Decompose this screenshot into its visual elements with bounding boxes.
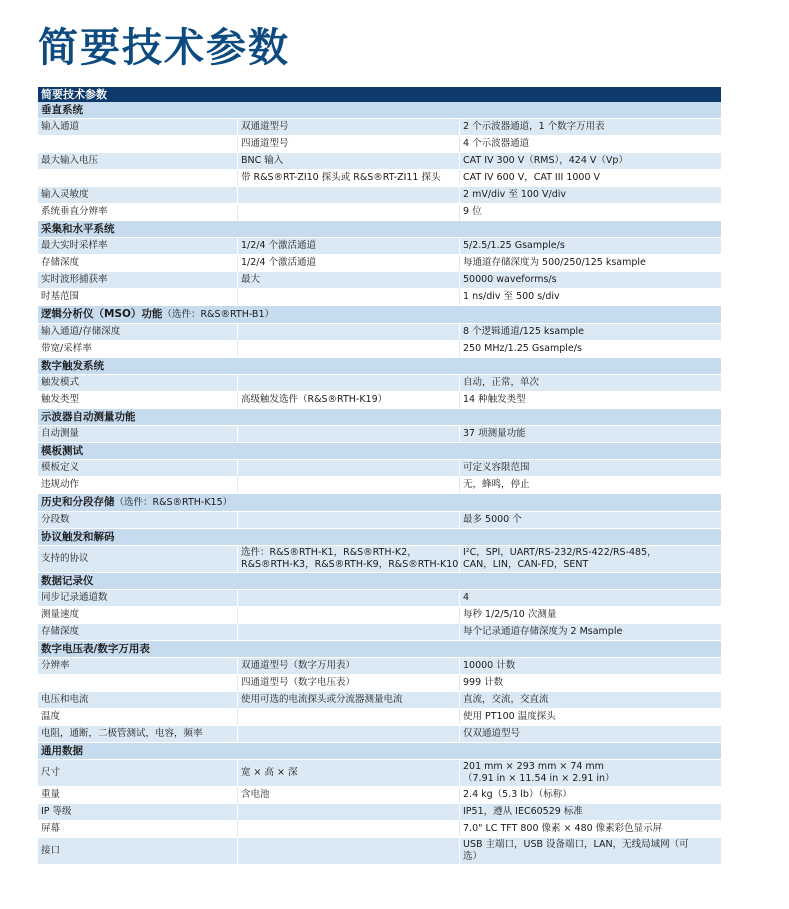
table-row <box>38 238 721 255</box>
table-row <box>38 590 721 607</box>
value-cell: 仅双通道型号 <box>459 726 721 742</box>
section-header <box>38 102 721 119</box>
value-cell: 最多 5000 个 <box>459 512 721 528</box>
condition-cell <box>237 726 459 742</box>
param-name-cell: 时基范围 <box>41 291 80 302</box>
section-header <box>38 409 721 426</box>
value-cell: 无，蜂鸣，停止 <box>459 477 721 493</box>
table-row <box>38 392 721 409</box>
table-row <box>38 460 721 477</box>
table-row <box>38 624 721 641</box>
value-cell: 自动，正常，单次 <box>459 375 721 391</box>
condition-cell: 使用可选的电流探头或分流器测量电流 <box>237 692 459 708</box>
param-name-cell: 尺寸 <box>41 767 61 778</box>
param-name-cell: 带宽/采样率 <box>41 343 92 354</box>
param-name-cell: IP 等级 <box>41 806 72 817</box>
section-label: 数字触发系统 <box>41 360 104 372</box>
page-title: 简要技术参数 <box>38 25 290 71</box>
param-name-cell: 电阻，通断，二极管测试，电容，频率 <box>41 728 203 739</box>
table-row <box>38 341 721 358</box>
table-row <box>38 607 721 624</box>
value-cell: 4 个示波器通道 <box>459 136 721 152</box>
value-cell: 5/2.5/1.25 Gsample/s <box>459 238 721 254</box>
condition-cell <box>237 804 459 820</box>
table-row <box>38 187 721 204</box>
param-name-cell: 输入通道/存储深度 <box>41 326 121 337</box>
section-header <box>38 641 721 658</box>
param-name-cell: 存储深度 <box>41 626 80 637</box>
section-header <box>38 306 721 324</box>
param-name-cell <box>38 136 237 152</box>
condition-cell <box>237 375 459 391</box>
value-cell: 14 种触发类型 <box>459 392 721 408</box>
value-cell: 每个记录通道存储深度为 2 Msample <box>459 624 721 640</box>
table-row <box>38 512 721 529</box>
section-note: （选件：R&S®RTH-B1） <box>162 309 274 320</box>
condition-cell <box>237 187 459 203</box>
condition-cell <box>237 709 459 725</box>
section-header <box>38 443 721 460</box>
param-name-cell: 最大输入电压 <box>41 155 99 166</box>
section-label: 协议触发和解码 <box>41 531 115 543</box>
value-cell: 7.0" LC TFT 800 像素 × 480 像素彩色显示屏 <box>459 821 721 837</box>
value-cell: 10000 计数 <box>459 658 721 674</box>
param-name-cell: 实时波形捕获率 <box>41 274 108 285</box>
value-cell: I²C，SPI，UART/RS-232/RS-422/RS-485， CAN，LIN，CAN-FD，SENT <box>459 546 721 572</box>
table-row <box>38 119 721 136</box>
condition-cell: 双通道型号（数字万用表） <box>237 658 459 674</box>
table-row <box>38 692 721 709</box>
condition-cell <box>237 204 459 220</box>
value-cell: 可定义容限范围 <box>459 460 721 476</box>
section-label: 数字电压表/数字万用表 <box>41 643 150 655</box>
param-name-cell: 存储深度 <box>41 257 80 268</box>
param-name-cell: 屏幕 <box>41 823 61 834</box>
value-cell: 8 个逻辑通道/125 ksample <box>459 324 721 340</box>
table-row <box>38 787 721 804</box>
section-label: 数据记录仪 <box>41 575 94 587</box>
condition-cell <box>237 512 459 528</box>
param-name-cell: 分段数 <box>41 514 70 525</box>
section-header <box>38 358 721 375</box>
table-row <box>38 255 721 272</box>
param-name-cell: 自动测量 <box>41 428 80 439</box>
condition-cell <box>237 341 459 357</box>
table-row <box>38 426 721 443</box>
param-name-cell: 重量 <box>41 789 61 800</box>
condition-cell: 最大 <box>237 272 459 288</box>
table-row <box>38 153 721 170</box>
value-cell: 使用 PT100 温度探头 <box>459 709 721 725</box>
condition-cell: 宽 × 高 × 深 <box>237 760 459 786</box>
table-row <box>38 546 721 573</box>
value-cell: IP51，遵从 IEC60529 标准 <box>459 804 721 820</box>
param-name-cell: 模板定义 <box>41 462 80 473</box>
value-cell: 2.4 kg（5.3 lb）（标称） <box>459 787 721 803</box>
section-header <box>38 529 721 546</box>
value-cell: 999 计数 <box>459 675 721 691</box>
condition-cell: 四通道型号（数字电压表） <box>237 675 459 691</box>
section-header <box>38 573 721 590</box>
value-cell: 50000 waveforms/s <box>459 272 721 288</box>
value-cell: 1 ns/div 至 500 s/div <box>459 289 721 305</box>
condition-cell: 含电池 <box>237 787 459 803</box>
value-cell: 每通道存储深度为 500/250/125 ksample <box>459 255 721 271</box>
table-row <box>38 760 721 787</box>
param-name-cell: 支持的协议 <box>41 553 89 564</box>
condition-cell <box>237 426 459 442</box>
table-header: 简要技术参数 <box>38 87 721 102</box>
condition-cell: 四通道型号 <box>237 136 459 152</box>
condition-cell: 1/2/4 个激活通道 <box>237 255 459 271</box>
param-name-cell: 同步记录通道数 <box>41 592 108 603</box>
table-row <box>38 821 721 838</box>
value-cell: 37 项测量功能 <box>459 426 721 442</box>
value-cell: CAT IV 300 V（RMS），424 V（Vp） <box>459 153 721 169</box>
param-name-cell: 最大实时采样率 <box>41 240 108 251</box>
condition-cell <box>237 289 459 305</box>
value-cell: 201 mm × 293 mm × 74 mm （7.91 in × 11.54 in × 2.91 in） <box>459 760 721 786</box>
section-header <box>38 743 721 760</box>
param-name-cell: 接口 <box>41 845 61 856</box>
section-label: 模板测试 <box>41 445 83 457</box>
value-cell: USB 主端口，USB 设备端口，LAN，无线局域网（可 选） <box>459 838 721 864</box>
value-cell: CAT IV 600 V，CAT III 1000 V <box>459 170 721 186</box>
section-note: （选件：R&S®RTH-K15） <box>114 497 233 508</box>
condition-cell: 带 R&S®RT-ZI10 探头或 R&S®RT-ZI11 探头 <box>237 170 459 186</box>
section-label: 采集和水平系统 <box>41 223 115 235</box>
condition-cell: 1/2/4 个激活通道 <box>237 238 459 254</box>
table-row <box>38 375 721 392</box>
condition-cell <box>237 460 459 476</box>
table-row <box>38 658 721 675</box>
condition-cell: 双通道型号 <box>237 119 459 135</box>
spec-table <box>38 87 721 865</box>
table-body <box>38 102 721 865</box>
table-row <box>38 675 721 692</box>
section-header <box>38 494 721 512</box>
param-name-cell: 输入灵敏度 <box>41 189 89 200</box>
param-name-cell: 分辨率 <box>41 660 70 671</box>
table-row <box>38 289 721 306</box>
table-row <box>38 726 721 743</box>
table-row <box>38 136 721 153</box>
table-row <box>38 204 721 221</box>
value-cell: 250 MHz/1.25 Gsample/s <box>459 341 721 357</box>
condition-cell <box>237 838 459 864</box>
condition-cell <box>237 477 459 493</box>
value-cell: 9 位 <box>459 204 721 220</box>
condition-cell: 选件：R&S®RTH-K1，R&S®RTH-K2， R&S®RTH-K3，R&S®RTH-K9，R&S®RTH-K10 <box>237 546 459 572</box>
condition-cell <box>237 324 459 340</box>
condition-cell <box>237 624 459 640</box>
value-cell: 2 个示波器通道，1 个数字万用表 <box>459 119 721 135</box>
param-name-cell: 温度 <box>41 711 61 722</box>
value-cell: 2 mV/div 至 100 V/div <box>459 187 721 203</box>
param-name-cell <box>38 170 237 186</box>
condition-cell <box>237 607 459 623</box>
table-row <box>38 838 721 865</box>
param-name-cell: 输入通道 <box>41 121 80 132</box>
section-label: 垂直系统 <box>41 104 83 116</box>
section-label: 通用数据 <box>41 745 83 757</box>
param-name-cell: 违规动作 <box>41 479 80 490</box>
table-row <box>38 170 721 187</box>
value-cell: 直流，交流，交直流 <box>459 692 721 708</box>
section-label: 历史和分段存储 <box>41 496 115 508</box>
param-name-cell: 触发类型 <box>41 394 80 405</box>
value-cell: 4 <box>459 590 721 606</box>
table-row <box>38 804 721 821</box>
condition-cell <box>237 821 459 837</box>
section-header <box>38 221 721 238</box>
param-name-cell: 触发模式 <box>41 377 80 388</box>
param-name-cell <box>38 675 237 691</box>
param-name-cell: 系统垂直分辨率 <box>41 206 108 217</box>
section-label: 逻辑分析仪（MSO）功能 <box>41 308 163 320</box>
section-label: 示波器自动测量功能 <box>41 411 136 423</box>
value-cell: 每秒 1/2/5/10 次测量 <box>459 607 721 623</box>
param-name-cell: 测量速度 <box>41 609 80 620</box>
condition-cell: 高级触发选件（R&S®RTH-K19） <box>237 392 459 408</box>
table-row <box>38 709 721 726</box>
table-row <box>38 272 721 289</box>
condition-cell: BNC 输入 <box>237 153 459 169</box>
param-name-cell: 电压和电流 <box>41 694 89 705</box>
condition-cell <box>237 590 459 606</box>
table-row <box>38 477 721 494</box>
table-row <box>38 324 721 341</box>
